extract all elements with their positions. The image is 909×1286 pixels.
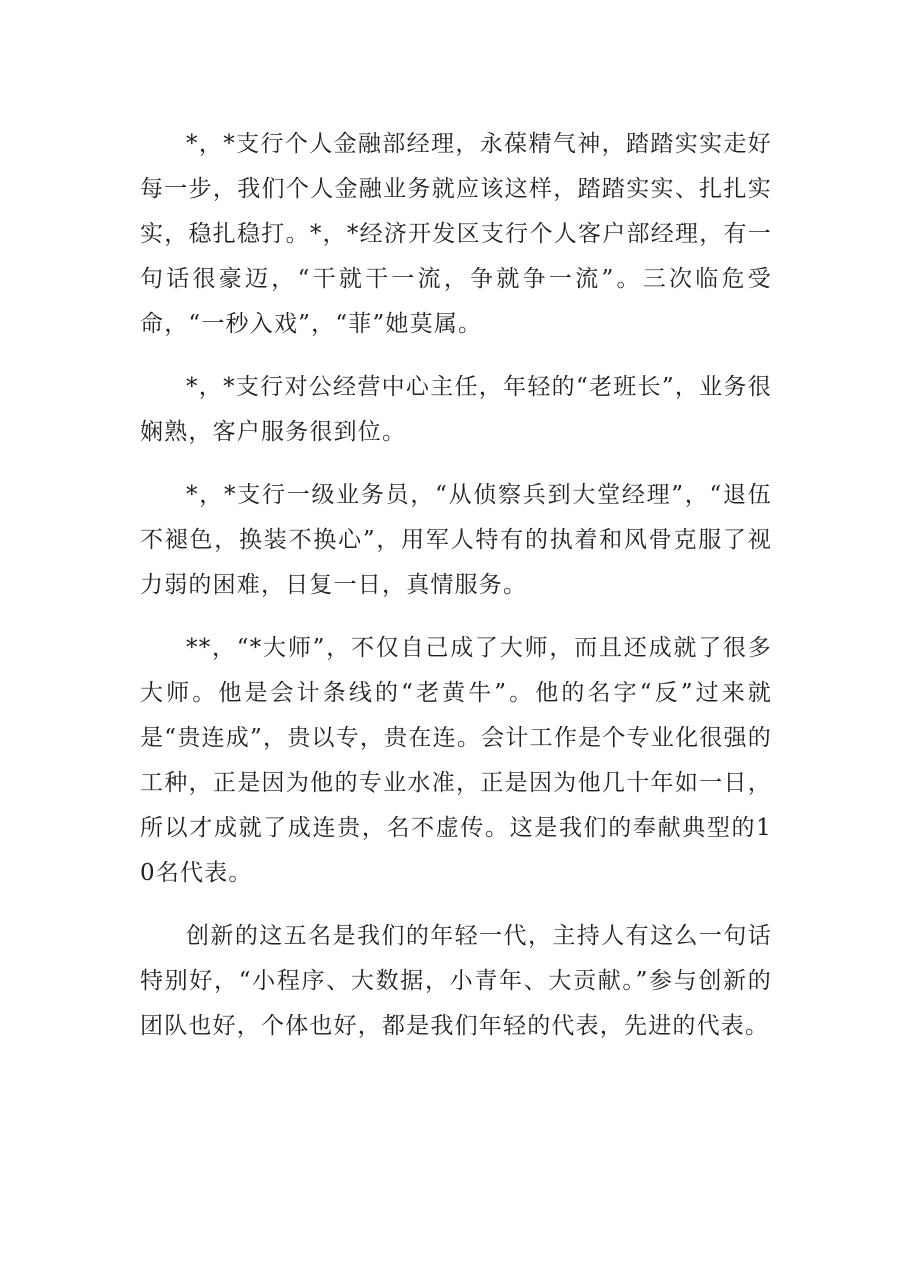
document-body xyxy=(140,122,772,1067)
paragraph-5: 创新的这五名是我们的年轻一代，主持人有这么一句话特别好，“小程序、大数据，小青年、大贡献。”参与创新的团队也好，个体也好，都是我们年轻的代表，先进的代表。 xyxy=(140,923,772,1039)
paragraph-2: *，*支行对公经营中心主任，年轻的“老班长”，业务很娴熟，客户服务很到位。 xyxy=(140,374,772,445)
paragraph-3: *，*支行一级业务员，“从侦察兵到大堂经理”，“退伍不褪色，换装不换心”，用军人特有的执着和风骨克服了视力弱的困难，日复一日，真情服务。 xyxy=(140,482,772,598)
paragraph-1: *，*支行个人金融部经理，永葆精气神，踏踏实实走好每一步，我们个人金融业务就应该这样，踏踏实实、扎扎实实，稳扎稳打。*，*经济开发区支行个人客户部经理，有一句话很豪迈，“干就干一流，争就争一流”。三次临危受命，“一秒入戏”，“菲”她莫属。 xyxy=(140,131,772,337)
paragraph-4: **，“*大师”，不仅自己成了大师，而且还成就了很多大师。他是会计条线的“老黄牛”。他的名字“反”过来就是“贵连成”，贵以专，贵在连。会计工作是个专业化很强的工种，正是因为他的专业水准，正是因为他几十年如一日，所以才成就了成连贵，名不虚传。这是我们的奉献典型的10名代表。 xyxy=(140,635,772,886)
